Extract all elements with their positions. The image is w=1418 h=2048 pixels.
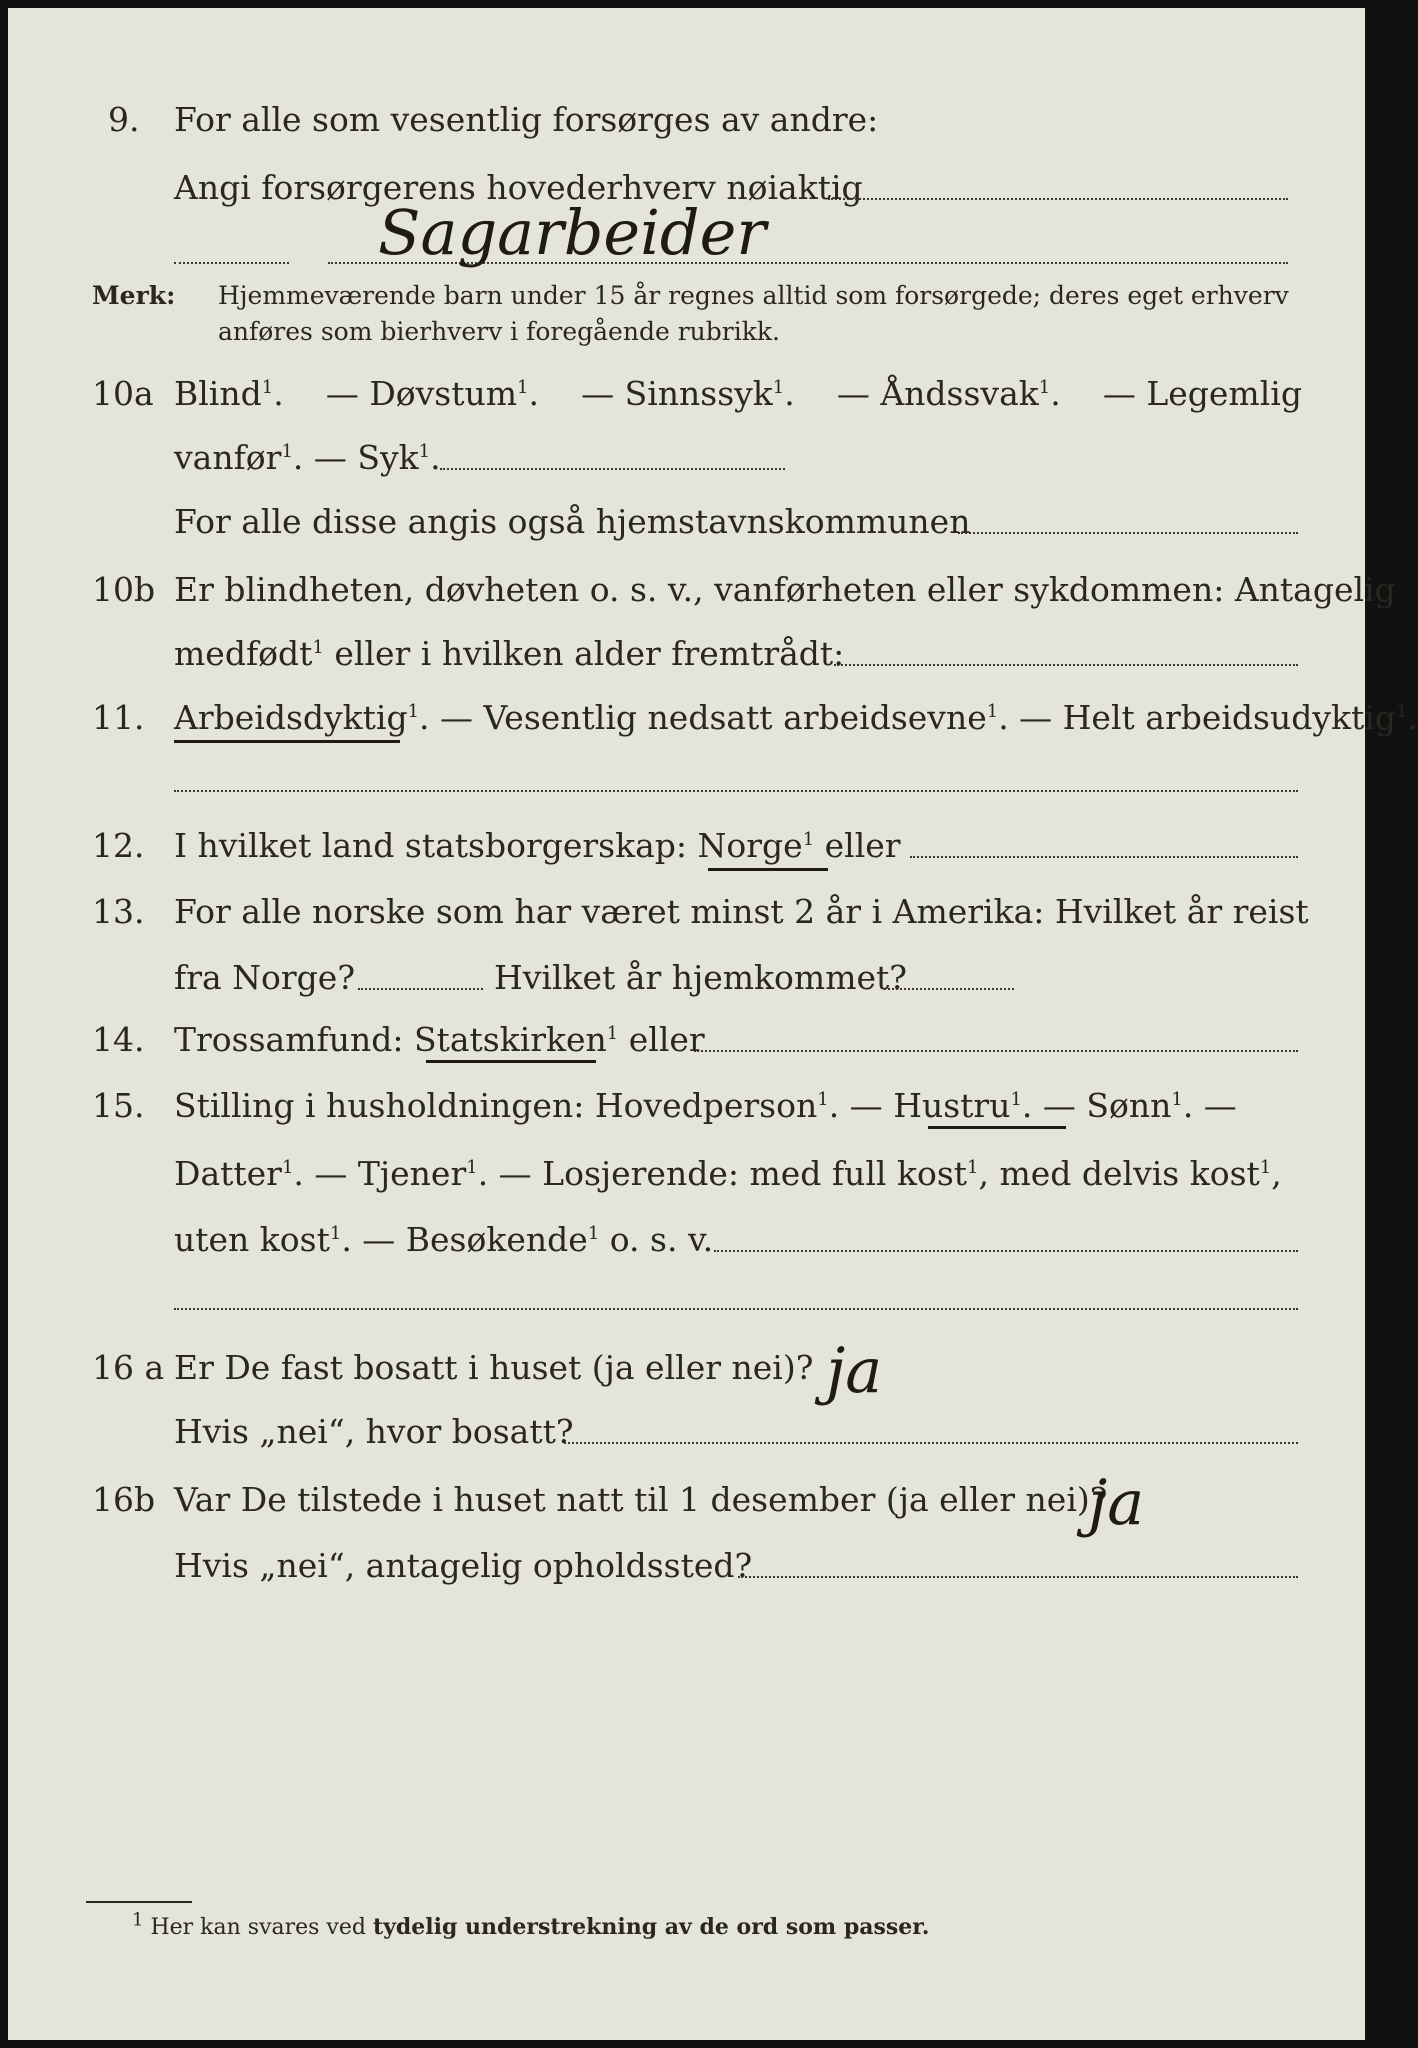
q10a-line2: vanfør$^1$. — Syk$^1$. <box>174 438 441 477</box>
q10b-line2: medfødt$^1$ eller i hvilken alder fremtrådt: <box>174 634 845 673</box>
q15-line3: uten kost$^1$. — Besøkende$^1$ o. s. v. <box>174 1220 714 1259</box>
q9-number: 9. <box>108 100 140 139</box>
q10a-fill-line-1 <box>440 468 785 470</box>
q16b-fill-line <box>738 1576 1298 1578</box>
q9-line1: For alle som vesentlig forsørges av andre: <box>174 100 879 139</box>
q15-handwritten-underline <box>928 1126 1066 1129</box>
q13-line1: For alle norske som har været minst 2 år i Amerika: Hvilket år reist <box>174 892 1309 931</box>
q9-line2: Angi forsørgerens hovederhverv nøiaktig <box>174 168 863 207</box>
q10a-line1 <box>174 374 1302 414</box>
q14-handwritten-underline <box>426 1060 596 1063</box>
q14-fill-line <box>694 1050 1298 1052</box>
q11-handwritten-underline <box>174 740 400 743</box>
q13-fill-line-2 <box>884 988 1014 990</box>
q11-number: 11. <box>92 698 145 737</box>
footnote: $^1$ Her kan svares ved tydelig understrekning av de ord som passer. <box>132 1909 930 1940</box>
q10a-dovstum: — Døvstum$^1$. <box>325 374 539 413</box>
q16b-line2: Hvis „nei“, antagelig opholdssted? <box>174 1546 753 1585</box>
q14-number: 14. <box>92 1020 145 1059</box>
q9-handwritten-answer: Sagarbeider <box>378 196 766 269</box>
q15-number: 15. <box>92 1086 145 1125</box>
q16a-line2: Hvis „nei“, hvor bosatt? <box>174 1412 574 1451</box>
merk-line1: Hjemmeværende barn under 15 år regnes alltid som forsørgede; deres eget erhverv <box>218 281 1289 310</box>
q10b-line1: Er blindheten, døvheten o. s. v., vanførheten eller sykdommen: Antagelig <box>174 570 1396 609</box>
q16b-handwritten-answer: ja <box>1088 1466 1145 1539</box>
census-form-page <box>8 8 1418 2040</box>
q15-line2: Datter$^1$. — Tjener$^1$. — Losjerende: med full kost$^1$, med delvis kost$^1$, <box>174 1154 1282 1193</box>
merk-label: Merk: <box>92 281 176 310</box>
q14-line: Trossamfund: Statskirken$^1$ eller <box>174 1020 705 1059</box>
q16a-handwritten-answer: ja <box>826 1334 883 1407</box>
q10a-legemlig: — Legemlig <box>1102 374 1302 413</box>
q12-line: I hvilket land statsborgerskap: Norge$^1$ eller <box>174 826 901 865</box>
q15-fill-line-1 <box>714 1250 1298 1252</box>
q11-line: Arbeidsdyktig$^1$. — Vesentlig nedsatt arbeidsevne$^1$. — Helt arbeidsudyktig$^1$. <box>174 698 1418 737</box>
merk-line2: anføres som bierhverv i foregående rubrikk. <box>218 317 780 346</box>
q10b-fill-line <box>834 664 1298 666</box>
q16a-line1: Er De fast bosatt i huset (ja eller nei)? <box>174 1348 814 1387</box>
q10a-andssvak: — Åndssvak$^1$. <box>836 374 1061 413</box>
q15-line1: Stilling i husholdningen: Hovedperson$^1$. — Hustru$^1$. — Sønn$^1$. — <box>174 1086 1237 1125</box>
q10a-number: 10a <box>92 374 154 413</box>
q16a-fill-line <box>564 1442 1298 1444</box>
q12-number: 12. <box>92 826 145 865</box>
q16b-number: 16b <box>92 1480 156 1519</box>
q12-handwritten-underline <box>708 868 828 871</box>
q10a-fill-line-2 <box>958 532 1298 534</box>
q10a-line3: For alle disse angis også hjemstavnskommunen <box>174 502 971 541</box>
q13-fill-line-1 <box>358 988 483 990</box>
q16a-number: 16 a <box>92 1348 165 1387</box>
q9-fill-line-1 <box>828 198 1288 200</box>
q10a-sinnssyk: — Sinnssyk$^1$. <box>581 374 795 413</box>
q9-fill-line-2a <box>174 262 289 264</box>
q13-line2a: fra Norge? <box>174 958 356 997</box>
q16b-line1: Var De tilstede i huset natt til 1 desember (ja eller nei)? <box>174 1480 1108 1519</box>
q10b-number: 10b <box>92 570 156 609</box>
q13-number: 13. <box>92 892 145 931</box>
q12-fill-line <box>910 856 1298 858</box>
q10a-blind: Blind$^1$. <box>174 374 284 413</box>
footnote-rule <box>86 1901 192 1903</box>
q13-line2b: Hvilket år hjemkommet? <box>494 958 907 997</box>
q11-fill-line <box>174 790 1298 792</box>
q15-fill-line-2 <box>174 1308 1298 1310</box>
